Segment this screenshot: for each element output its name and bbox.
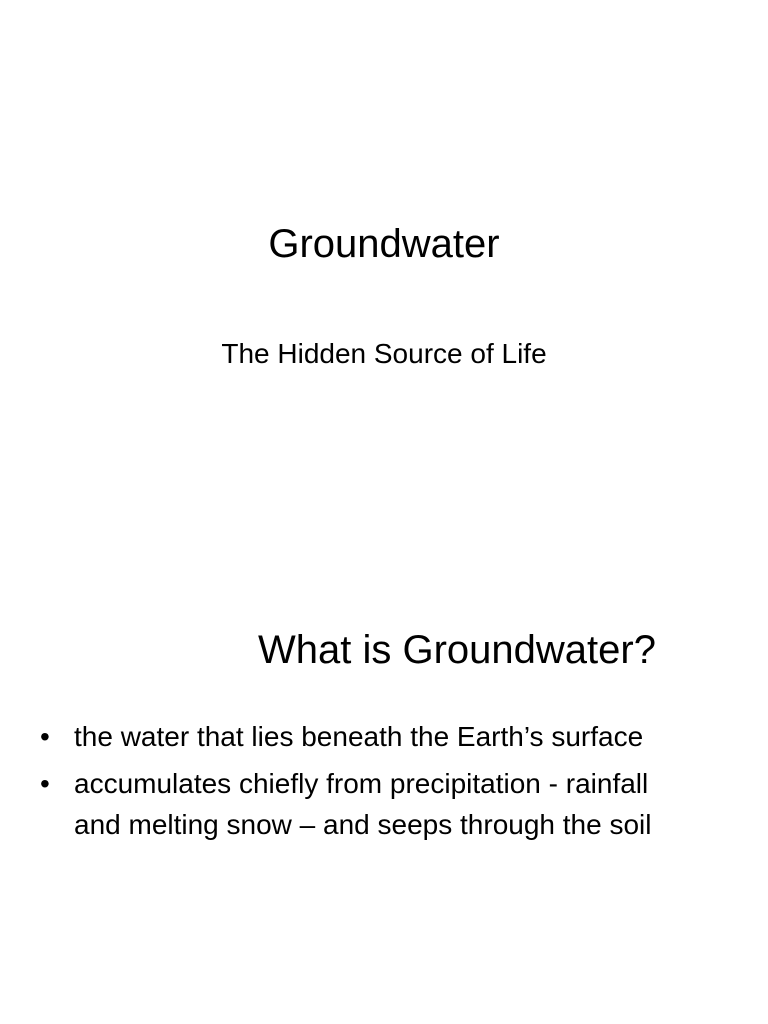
bullet-list: [40, 716, 690, 851]
bullet-marker-icon: •: [40, 768, 50, 799]
slide-definition-heading: What is Groundwater?: [258, 628, 656, 672]
bullet-marker-icon: •: [40, 721, 50, 752]
bullet-text: the water that lies beneath the Earth’s surface: [74, 721, 644, 752]
slide-title-heading: Groundwater: [268, 222, 500, 266]
bullet-item: [40, 716, 690, 757]
bullet-item: [40, 763, 690, 845]
bullet-text: accumulates chiefly from precipitation - rainfall and melting snow – and seeps through the soil: [74, 768, 652, 840]
slide-definition: [0, 512, 768, 1024]
slide-subtitle: The Hidden Source of Life: [221, 338, 547, 369]
